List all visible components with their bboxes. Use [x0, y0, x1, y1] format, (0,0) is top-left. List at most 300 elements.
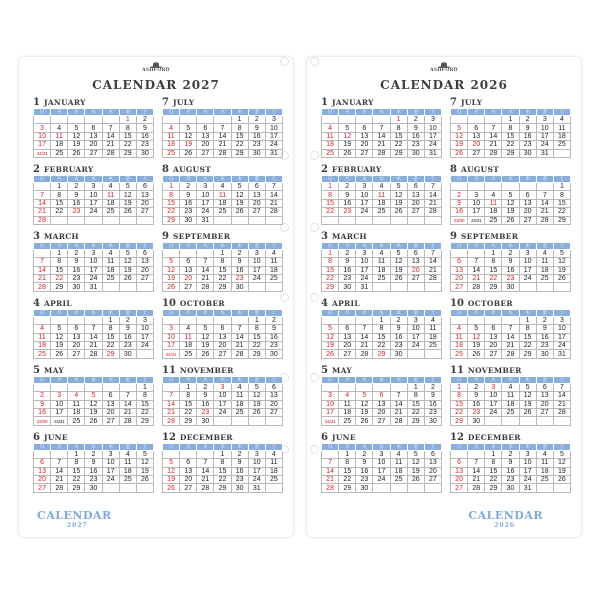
day-cell: 25	[163, 149, 180, 157]
day-cell: 7	[214, 124, 231, 132]
day-cell: 17	[136, 333, 153, 341]
empty-day-cell	[231, 417, 248, 425]
month-heading	[33, 365, 154, 376]
day-cell: 5	[197, 325, 214, 333]
day-cell: 15	[51, 199, 68, 207]
weekday-header: 日	[163, 175, 180, 182]
empty-day-cell	[339, 383, 356, 391]
weekday-header: 月	[339, 443, 356, 450]
day-cell: 28	[85, 350, 102, 358]
day-cell: 7	[34, 258, 51, 266]
day-cell: 24	[248, 475, 265, 483]
day-cell: 7	[197, 258, 214, 266]
day-cell: 16	[34, 408, 51, 416]
month-block-january	[33, 97, 154, 158]
day-cell: 29	[68, 484, 85, 492]
day-cell: 4	[68, 392, 85, 400]
weekday-header: 火	[197, 109, 214, 116]
brand-name: ASHFORD	[142, 68, 170, 73]
weekday-header: 木	[231, 309, 248, 316]
month-heading	[321, 432, 442, 443]
day-cell: 10	[197, 191, 214, 199]
day-cell: 10	[85, 258, 102, 266]
day-cell: 12	[163, 467, 180, 475]
day-cell: 7	[85, 325, 102, 333]
weekday-header: 土	[265, 109, 282, 116]
day-cell: 19	[339, 141, 356, 149]
day-cell: 24	[85, 275, 102, 283]
day-cell: 5	[356, 392, 373, 400]
day-cell: 10	[407, 325, 424, 333]
day-cell: 2	[85, 450, 102, 458]
day-cell: 12	[553, 459, 570, 467]
day-cell: 22	[553, 208, 570, 216]
weekday-header: 金	[119, 309, 136, 316]
day-cell: 4	[536, 249, 553, 257]
day-cell: 14	[468, 467, 485, 475]
month-number: 11	[162, 364, 176, 376]
day-cell: 15	[102, 333, 119, 341]
month-number: 7	[450, 97, 457, 108]
month-block-april	[33, 298, 154, 359]
day-cell: 28	[356, 350, 373, 358]
weekday-header: 水	[214, 242, 231, 249]
weekday-header: 日	[451, 109, 468, 116]
weekday-header: 木	[519, 376, 536, 383]
day-cell: 24/31	[468, 216, 485, 224]
day-cell: 18	[536, 266, 553, 274]
day-cell: 8	[390, 124, 407, 132]
day-cell: 4	[553, 116, 570, 124]
empty-day-cell	[339, 216, 356, 224]
day-cell: 20	[424, 467, 441, 475]
day-cell: 7	[373, 124, 390, 132]
weekday-header: 土	[136, 109, 153, 116]
day-cell: 12	[180, 132, 197, 140]
day-cell: 11	[265, 258, 282, 266]
day-cell: 23	[339, 208, 356, 216]
day-cell: 17	[536, 132, 553, 140]
day-cell: 9	[265, 325, 282, 333]
day-cell: 26	[85, 417, 102, 425]
day-cell: 26	[51, 350, 68, 358]
weekday-header: 金	[536, 242, 553, 249]
day-cell: 5	[468, 325, 485, 333]
month-name: FEBRUARY	[43, 164, 94, 174]
month-name: SEPTEMBER	[172, 231, 231, 241]
day-cell: 1	[339, 450, 356, 458]
day-cell: 14	[322, 467, 339, 475]
day-cell: 23	[502, 475, 519, 483]
month-name: NOVEMBER	[179, 365, 234, 375]
day-cell: 2	[519, 116, 536, 124]
day-cell: 7	[163, 392, 180, 400]
weekday-header: 木	[231, 376, 248, 383]
day-cell: 9	[68, 191, 85, 199]
day-cell: 21	[356, 342, 373, 350]
day-cell: 19	[51, 342, 68, 350]
empty-day-cell	[197, 450, 214, 458]
month-number: 9	[450, 230, 457, 242]
day-cell: 17	[485, 400, 502, 408]
day-cell: 15	[553, 199, 570, 207]
day-cell: 19	[407, 467, 424, 475]
day-cell: 15	[407, 400, 424, 408]
day-cell: 20	[197, 141, 214, 149]
day-cell: 20	[373, 408, 390, 416]
weekday-header: 水	[85, 109, 102, 116]
day-cell: 6	[197, 124, 214, 132]
day-cell: 25	[451, 350, 468, 358]
day-cell: 1	[390, 116, 407, 124]
day-cell: 30	[119, 350, 136, 358]
day-cell: 30	[180, 216, 197, 224]
day-cell: 5	[553, 249, 570, 257]
empty-day-cell	[356, 216, 373, 224]
day-cell: 15	[231, 132, 248, 140]
weekday-header: 火	[197, 242, 214, 249]
day-cell: 15	[485, 266, 502, 274]
day-cell: 20	[451, 275, 468, 283]
day-cell: 9	[519, 124, 536, 132]
day-cell: 16	[68, 199, 85, 207]
day-cell: 2	[502, 249, 519, 257]
day-cell: 11	[180, 333, 197, 341]
day-cell: 24	[485, 408, 502, 416]
day-cell: 20	[34, 475, 51, 483]
day-cell: 14	[373, 132, 390, 140]
weekday-header: 金	[536, 376, 553, 383]
day-cell: 29	[519, 350, 536, 358]
day-cell: 6	[248, 182, 265, 190]
day-cell: 12	[339, 132, 356, 140]
empty-day-cell	[553, 417, 570, 425]
day-cell: 25	[34, 350, 51, 358]
month-number: 5	[321, 364, 328, 376]
weekday-header: 土	[265, 443, 282, 450]
day-cell: 16	[519, 132, 536, 140]
day-cell: 6	[536, 383, 553, 391]
day-cell: 30	[231, 484, 248, 492]
day-cell: 2	[231, 249, 248, 257]
day-cell: 7	[356, 325, 373, 333]
day-cell: 30	[356, 484, 373, 492]
month-name: SEPTEMBER	[460, 231, 519, 241]
empty-day-cell	[136, 350, 153, 358]
day-cell: 4	[34, 325, 51, 333]
month-heading	[450, 432, 571, 443]
month-number: 6	[321, 431, 328, 443]
day-cell: 1	[51, 182, 68, 190]
month-table	[162, 443, 283, 493]
month-heading	[162, 97, 283, 108]
day-cell: 12	[553, 258, 570, 266]
day-cell: 29	[214, 283, 231, 291]
day-cell: 1	[214, 450, 231, 458]
weekday-header: 金	[248, 109, 265, 116]
weekday-header: 火	[68, 309, 85, 316]
day-cell: 26	[407, 475, 424, 483]
month-block-june	[321, 432, 442, 493]
day-cell: 5	[248, 383, 265, 391]
day-cell: 20	[407, 199, 424, 207]
weekday-header: 月	[339, 376, 356, 383]
day-cell: 5	[180, 124, 197, 132]
day-cell: 29	[373, 350, 390, 358]
month-name: AUGUST	[460, 164, 500, 174]
day-cell: 23	[248, 141, 265, 149]
day-cell: 4	[451, 325, 468, 333]
weekday-header: 木	[519, 309, 536, 316]
weekday-header: 月	[468, 242, 485, 249]
day-cell: 19	[163, 475, 180, 483]
day-cell: 11	[553, 124, 570, 132]
day-cell: 12	[451, 132, 468, 140]
day-cell: 8	[214, 459, 231, 467]
day-cell: 8	[485, 258, 502, 266]
weekday-header: 火	[197, 309, 214, 316]
day-cell: 24/31	[163, 350, 180, 358]
weekday-header: 日	[163, 309, 180, 316]
weekday-header: 火	[68, 443, 85, 450]
day-cell: 10	[214, 392, 231, 400]
empty-day-cell	[197, 316, 214, 324]
weekday-header: 火	[197, 443, 214, 450]
day-cell: 28	[197, 484, 214, 492]
month-block-february	[33, 164, 154, 225]
empty-day-cell	[373, 116, 390, 124]
day-cell: 18	[231, 400, 248, 408]
empty-day-cell	[502, 316, 519, 324]
month-number: 2	[33, 163, 40, 175]
day-cell: 2	[197, 383, 214, 391]
calendar-sheet-2026	[306, 56, 582, 538]
empty-day-cell	[468, 316, 485, 324]
day-cell: 12	[231, 191, 248, 199]
empty-day-cell	[536, 283, 553, 291]
weekday-header: 水	[214, 309, 231, 316]
day-cell: 5	[339, 124, 356, 132]
day-cell: 15	[339, 467, 356, 475]
day-cell: 11	[265, 459, 282, 467]
day-cell: 9	[502, 459, 519, 467]
empty-day-cell	[51, 116, 68, 124]
day-cell: 11	[390, 459, 407, 467]
day-cell: 7	[197, 459, 214, 467]
weekday-header: 月	[339, 109, 356, 116]
empty-day-cell	[248, 216, 265, 224]
day-cell: 20	[356, 141, 373, 149]
day-cell: 23	[339, 275, 356, 283]
day-cell: 10	[102, 459, 119, 467]
day-cell: 10	[553, 325, 570, 333]
day-cell: 15	[136, 400, 153, 408]
day-cell: 26	[163, 484, 180, 492]
day-cell: 14	[119, 400, 136, 408]
day-cell: 4	[502, 383, 519, 391]
day-cell: 18	[119, 467, 136, 475]
day-cell: 29	[119, 149, 136, 157]
day-cell: 9	[356, 459, 373, 467]
day-cell: 3	[248, 450, 265, 458]
weekday-header: 火	[356, 242, 373, 249]
empty-day-cell	[34, 450, 51, 458]
empty-day-cell	[519, 417, 536, 425]
day-cell: 1	[485, 450, 502, 458]
day-cell: 16	[468, 400, 485, 408]
day-cell: 1	[214, 249, 231, 257]
day-cell: 2	[468, 383, 485, 391]
day-cell: 11	[51, 132, 68, 140]
empty-day-cell	[34, 182, 51, 190]
weekday-header: 水	[502, 175, 519, 182]
day-cell: 26	[468, 350, 485, 358]
day-cell: 20	[468, 141, 485, 149]
empty-day-cell	[553, 484, 570, 492]
day-cell: 8	[51, 191, 68, 199]
day-cell: 2	[265, 316, 282, 324]
day-cell: 8	[102, 325, 119, 333]
day-cell: 29	[451, 417, 468, 425]
day-cell: 23	[265, 342, 282, 350]
day-cell: 20	[136, 266, 153, 274]
month-number: 8	[162, 163, 169, 175]
day-cell: 21	[468, 275, 485, 283]
day-cell: 9	[424, 392, 441, 400]
day-cell: 1	[180, 383, 197, 391]
day-cell: 11	[485, 199, 502, 207]
month-name: NOVEMBER	[467, 365, 522, 375]
weekday-header: 日	[163, 443, 180, 450]
day-cell: 5	[451, 124, 468, 132]
day-cell: 21	[34, 208, 51, 216]
day-cell: 21	[85, 342, 102, 350]
day-cell: 21	[553, 400, 570, 408]
day-cell: 26	[68, 149, 85, 157]
day-cell: 17	[34, 141, 51, 149]
day-cell: 25	[485, 216, 502, 224]
day-cell: 3	[356, 182, 373, 190]
weekday-header: 月	[468, 443, 485, 450]
month-heading	[162, 231, 283, 242]
day-cell: 21	[102, 141, 119, 149]
day-cell: 23	[180, 208, 197, 216]
day-cell: 23	[85, 475, 102, 483]
weekday-header: 水	[502, 376, 519, 383]
day-cell: 12	[51, 333, 68, 341]
day-cell: 19	[468, 342, 485, 350]
day-cell: 28	[373, 149, 390, 157]
day-cell: 4	[180, 325, 197, 333]
day-cell: 1	[322, 182, 339, 190]
month-block-april	[321, 298, 442, 359]
day-cell: 16	[231, 266, 248, 274]
hat-logo-icon	[149, 61, 163, 68]
day-cell: 13	[536, 392, 553, 400]
day-cell: 1	[119, 116, 136, 124]
day-cell: 12	[356, 400, 373, 408]
day-cell: 26	[519, 408, 536, 416]
day-cell: 27	[214, 350, 231, 358]
day-cell: 16	[390, 333, 407, 341]
day-cell: 29	[407, 417, 424, 425]
empty-day-cell	[356, 116, 373, 124]
empty-day-cell	[163, 249, 180, 257]
sheet-title: CALENDAR 2027	[92, 78, 220, 92]
day-cell: 10	[485, 392, 502, 400]
empty-day-cell	[265, 484, 282, 492]
day-cell: 13	[519, 199, 536, 207]
empty-day-cell	[34, 116, 51, 124]
day-cell: 14	[424, 191, 441, 199]
weekday-header: 水	[502, 242, 519, 249]
day-cell: 15	[322, 266, 339, 274]
empty-day-cell	[356, 383, 373, 391]
weekday-header: 土	[424, 376, 441, 383]
weekday-header: 水	[214, 109, 231, 116]
month-block-september	[162, 231, 283, 292]
weekday-header: 日	[451, 443, 468, 450]
empty-day-cell	[468, 249, 485, 257]
day-cell: 15	[163, 199, 180, 207]
empty-day-cell	[119, 216, 136, 224]
weekday-header: 火	[485, 443, 502, 450]
month-name: AUGUST	[172, 164, 212, 174]
weekday-header: 木	[390, 309, 407, 316]
weekday-header: 火	[356, 376, 373, 383]
day-cell: 4	[373, 249, 390, 257]
month-table	[450, 242, 571, 292]
day-cell: 8	[119, 124, 136, 132]
day-cell: 6	[519, 191, 536, 199]
day-cell: 21	[51, 475, 68, 483]
day-cell: 8	[180, 392, 197, 400]
empty-day-cell	[519, 283, 536, 291]
day-cell: 31	[248, 484, 265, 492]
day-cell: 14	[502, 333, 519, 341]
day-cell: 24	[356, 275, 373, 283]
day-cell: 21	[197, 475, 214, 483]
month-name: JANUARY	[331, 98, 374, 107]
day-cell: 30	[248, 149, 265, 157]
month-name: DECEMBER	[467, 432, 521, 442]
day-cell: 3	[85, 249, 102, 257]
day-cell: 20	[85, 141, 102, 149]
day-cell: 29	[485, 484, 502, 492]
day-cell: 21	[390, 408, 407, 416]
weekday-header: 木	[519, 109, 536, 116]
weekday-header: 土	[136, 376, 153, 383]
day-cell: 5	[119, 182, 136, 190]
day-cell: 30	[68, 283, 85, 291]
day-cell: 25	[339, 417, 356, 425]
day-cell: 29	[214, 484, 231, 492]
day-cell: 16	[356, 467, 373, 475]
day-cell: 7	[34, 191, 51, 199]
day-cell: 9	[502, 258, 519, 266]
empty-day-cell	[180, 116, 197, 124]
weekday-header: 火	[197, 175, 214, 182]
day-cell: 7	[424, 182, 441, 190]
empty-day-cell	[136, 283, 153, 291]
day-cell: 13	[136, 191, 153, 199]
day-cell: 3	[214, 383, 231, 391]
day-cell: 27	[407, 275, 424, 283]
month-table	[162, 376, 283, 426]
day-cell: 9	[339, 191, 356, 199]
day-cell: 27	[136, 275, 153, 283]
weekday-header: 土	[136, 175, 153, 182]
